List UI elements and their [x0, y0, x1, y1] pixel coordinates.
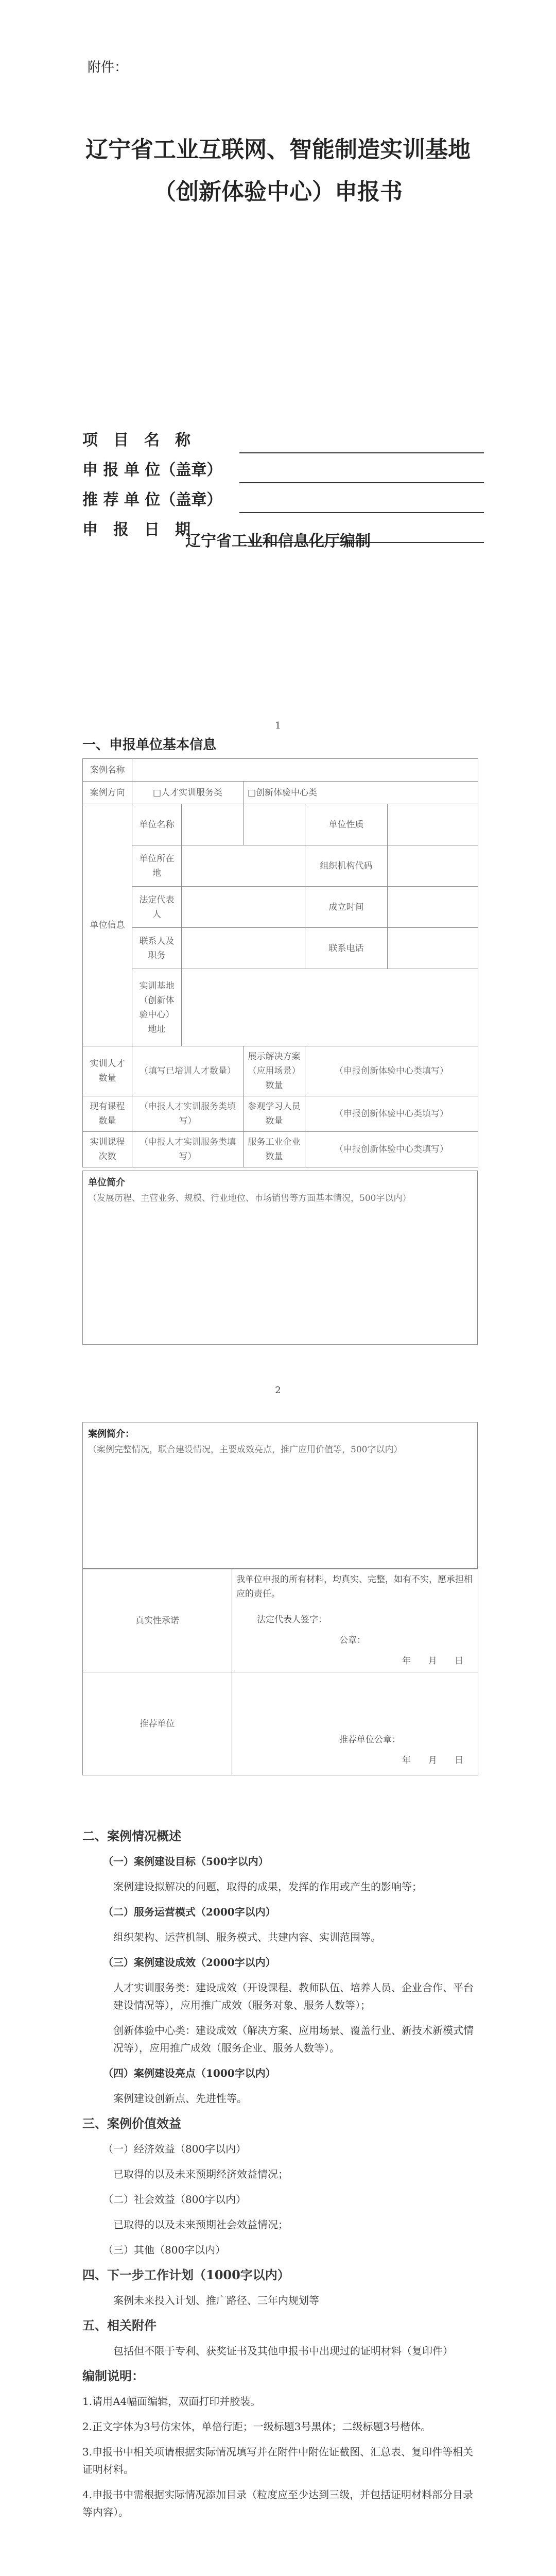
commitment-text: 我单位申报的所有材料，均真实、完整，如有不实，愿承担相应的责任。 — [236, 1574, 473, 1599]
unit-profile-box[interactable] — [82, 1171, 478, 1345]
unit-address-value[interactable] — [182, 845, 305, 887]
notes-heading: 编制说明： — [82, 2368, 144, 2383]
field-line-applicant[interactable] — [239, 453, 484, 483]
courses-note: （申报人才实训服务类填写） — [132, 1096, 244, 1132]
option-talent-training[interactable]: □人才实训服务类 — [132, 782, 244, 804]
section-5-heading: 五、相关附件 — [82, 2318, 157, 2333]
s2-item-1-title: （一）案例建设目标（500字以内） — [103, 1855, 269, 1868]
case-direction-label: 案例方向 — [83, 782, 132, 804]
authenticity-label: 真实性承诺 — [83, 1569, 232, 1672]
field-label-date: 申 报 日 期 — [82, 521, 190, 539]
recommender-date: 年 月 日 — [402, 1755, 463, 1766]
sessions-label: 实训课程次数 — [83, 1132, 132, 1167]
field-label-applicant: 申 报 单 位（盖章） — [82, 461, 222, 479]
unit-profile-note: （发展历程、主营业务、规模、行业地位、市场销售等方面基本情况，500字以内） — [88, 1193, 411, 1204]
s2-item-3-body: 人才实训服务类：建设成效（开设课程、教师队伍、培养人员、企业合作、平台建设情况等），应用推广成效（服务对象、服务人数等）； — [113, 1981, 474, 2011]
unit-address-label: 单位所在地 — [132, 845, 182, 887]
contact-value[interactable] — [182, 928, 305, 969]
page-number-1: 1 — [275, 720, 281, 731]
est-time-value[interactable] — [388, 887, 478, 928]
field-label-project-name: 项 目 名 称 — [82, 431, 190, 449]
phone-value[interactable] — [388, 928, 478, 969]
section-4-body: 案例未来投入计划、推广路径、三年内规划等 — [113, 2294, 319, 2307]
trainees-label: 实训人才数量 — [83, 1046, 132, 1096]
unit-name-value[interactable] — [182, 804, 244, 845]
recommender-label: 推荐单位 — [83, 1672, 232, 1775]
legal-signature-label[interactable]: 法定代表人签字： — [257, 1615, 327, 1625]
commitment-date: 年 月 日 — [402, 1656, 463, 1666]
option-innovation-center[interactable]: □创新体验中心类 — [244, 782, 478, 804]
legal-rep-label: 法定代表人 — [132, 887, 182, 928]
served-note: （申报创新体验中心类填写） — [305, 1132, 478, 1167]
phone-label: 联系电话 — [305, 928, 388, 969]
s3-item-1-body: 已取得的以及未来预期经济效益情况； — [113, 2168, 288, 2180]
case-intro-note: （案例完整情况，联合建设情况，主要成效亮点，推广应用价值等，500字以内） — [88, 1445, 403, 1455]
cover-fields — [82, 423, 484, 543]
field-label-recommender: 推 荐 单 位（盖章） — [82, 491, 222, 509]
note-item-1: 1.请用A4幅面编辑，双面打印并胶装。 — [82, 2395, 261, 2408]
section-2-heading: 二、案例情况概述 — [82, 1828, 181, 1843]
s2-item-4-body: 案例建设创新点、先进性等。 — [113, 2092, 247, 2105]
note-item-4: 4.申报书中需根据实际情况添加目录（粒度应至少达到三级，并包括证明材料部分目录等内容）。 — [82, 2488, 474, 2518]
case-name-label: 案例名称 — [83, 759, 132, 782]
page-number-2: 2 — [275, 1385, 281, 1396]
s3-item-1-title: （一）经济效益（800字以内） — [103, 2143, 247, 2155]
s3-item-2-body: 已取得的以及未来预期社会效益情况； — [113, 2218, 288, 2231]
est-time-label: 成立时间 — [305, 887, 388, 928]
seal-label[interactable]: 公章： — [339, 1635, 366, 1646]
visitors-note: （申报创新体验中心类填写） — [305, 1096, 478, 1132]
sessions-note: （申报人才实训服务类填写） — [132, 1132, 244, 1167]
title-line-2: （创新体验中心）申报书 — [153, 179, 403, 205]
unit-info-table — [82, 758, 478, 1167]
unit-profile-label: 单位简介 — [88, 1177, 125, 1188]
title-line-1: 辽宁省工业互联网、智能制造实训基地 — [85, 137, 471, 163]
case-name-value[interactable] — [132, 759, 478, 782]
attachment-label: 附件： — [88, 60, 128, 75]
field-line-project-name[interactable] — [239, 423, 484, 453]
visitors-label: 参观学习人员数量 — [244, 1096, 305, 1132]
recommender-seal-label[interactable]: 推荐单位公章： — [339, 1735, 401, 1745]
showcases-label: 展示解决方案（应用场景）数量 — [244, 1046, 305, 1096]
s3-item-3-title: （三）其他（800字以内） — [103, 2244, 226, 2256]
served-label: 服务工业企业数量 — [244, 1132, 305, 1167]
unit-info-label: 单位信息 — [83, 804, 132, 1046]
s2-item-1-body: 案例建设拟解决的问题，取得的成果，发挥的作用或产生的影响等； — [113, 1880, 422, 1893]
case-intro-label: 案例简介： — [88, 1429, 134, 1439]
showcases-note: （申报创新体验中心类填写） — [305, 1046, 478, 1096]
s2-item-2-title: （二）服务运营模式（2000字以内） — [103, 1906, 276, 1918]
org-code-label: 组织机构代码 — [305, 845, 388, 887]
section-3-heading: 三、案例价值效益 — [82, 2116, 181, 2131]
s3-item-2-title: （二）社会效益（800字以内） — [103, 2193, 247, 2206]
s2-item-3-title: （三）案例建设成效（2000字以内） — [103, 1956, 276, 1969]
s2-item-2-body: 组织架构、运营机制、服务模式、共建内容、实训范围等。 — [113, 1931, 381, 1943]
note-item-2: 2.正文字体为3号仿宋体，单倍行距；一级标题3号黑体；二级标题3号楷体。 — [82, 2420, 431, 2433]
contact-label: 联系人及职务 — [132, 928, 182, 969]
commitment-table — [82, 1569, 478, 1775]
unit-nature-value[interactable] — [388, 804, 478, 845]
legal-rep-value[interactable] — [182, 887, 305, 928]
section-4-heading: 四、下一步工作计划（1000字以内） — [82, 2267, 290, 2282]
note-item-3: 3.申报书中相关项请根据实际情况填写并在附件中附佐证截图、汇总表、复印件等相关证明材料。 — [82, 2446, 474, 2476]
unit-name-label: 单位名称 — [132, 804, 182, 845]
s2-item-3b-body: 创新体验中心类：建设成效（解决方案、应用场景、覆盖行业、新技术新模式情况等），应用推广成效（服务企业、服务人数等）。 — [113, 2024, 474, 2054]
document-title — [0, 129, 556, 213]
issuing-organization: 辽宁省工业和信息化厅编制 — [185, 532, 371, 550]
base-address-value[interactable] — [182, 969, 478, 1046]
field-line-recommender[interactable] — [239, 483, 484, 513]
unit-nature-label: 单位性质 — [305, 804, 388, 845]
s2-item-4-title: （四）案例建设亮点（1000字以内） — [103, 2067, 276, 2079]
base-address-label: 实训基地（创新体验中心）地址 — [132, 969, 182, 1046]
section-5-body: 包括但不限于专利、获奖证书及其他申报书中出现过的证明材料（复印件） — [113, 2345, 453, 2357]
trainees-note: （填写已培训人才数量） — [132, 1046, 244, 1096]
guidelines-body — [82, 1821, 479, 2529]
org-code-value[interactable] — [388, 845, 478, 887]
section-1-heading: 一、申报单位基本信息 — [82, 737, 217, 753]
case-intro-box[interactable] — [82, 1422, 478, 1569]
courses-label: 现有课程数量 — [83, 1096, 132, 1132]
